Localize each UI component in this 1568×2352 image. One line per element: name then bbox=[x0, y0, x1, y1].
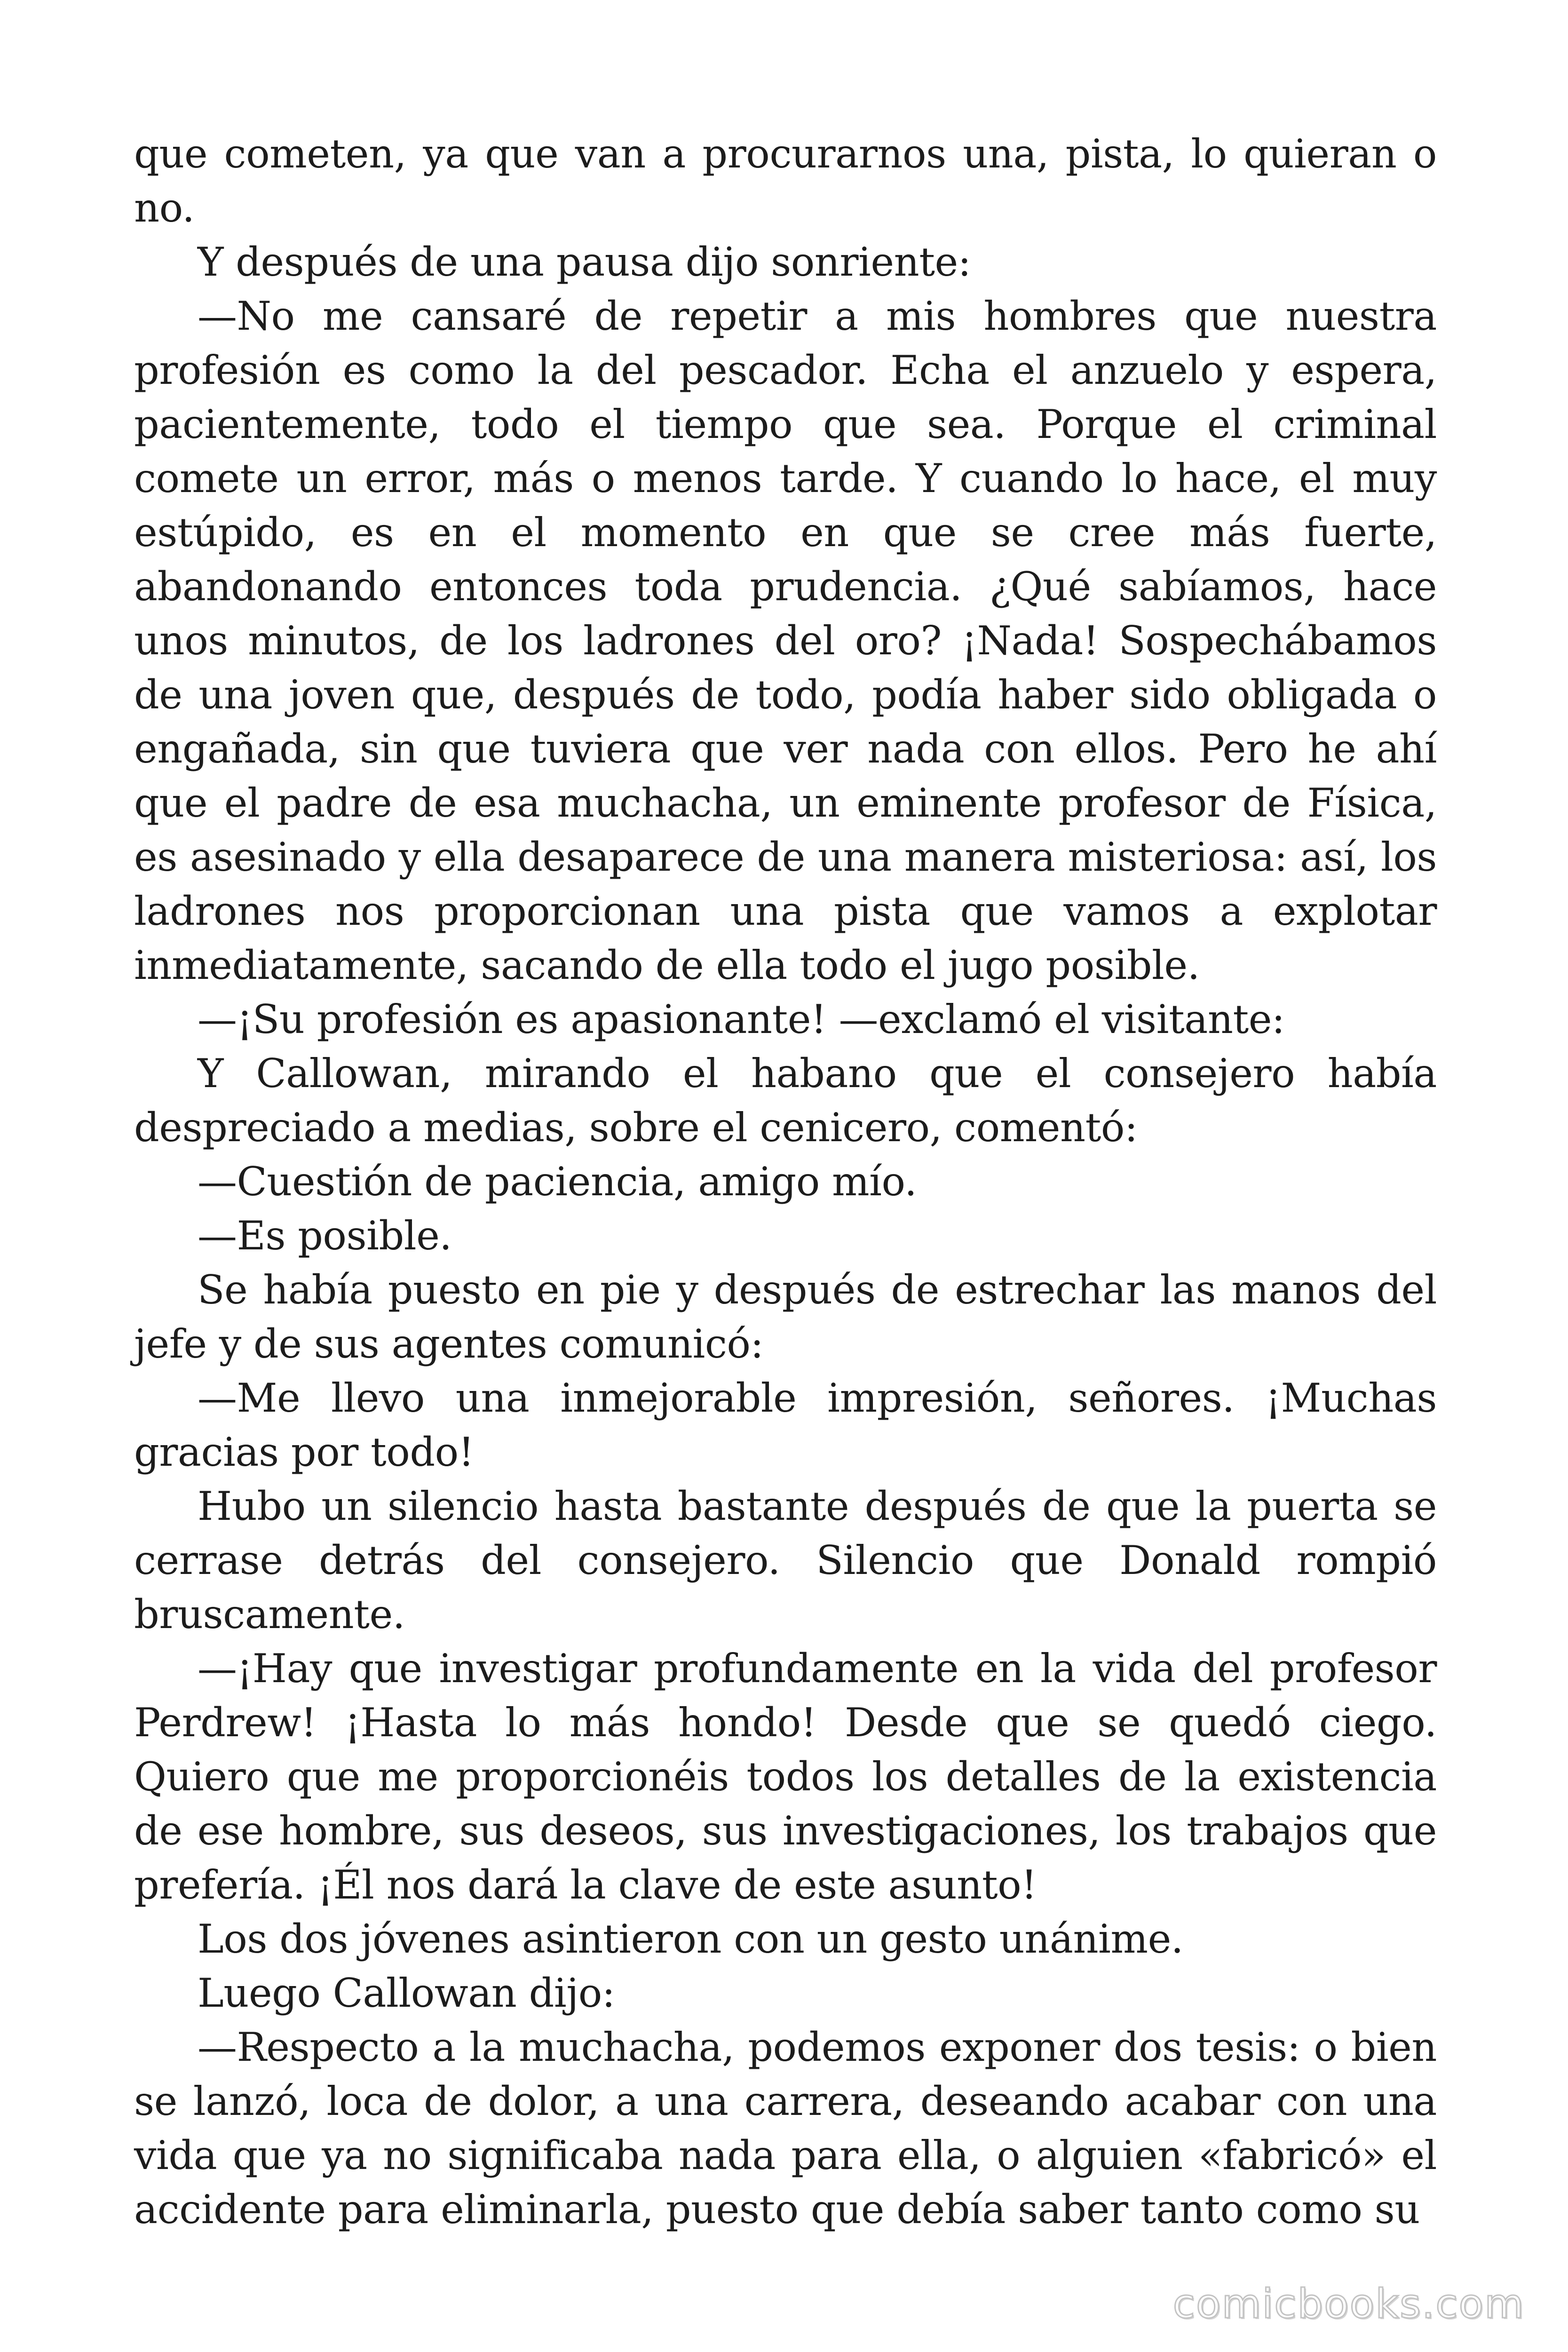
paragraph-2: Y después de una pausa dijo sonriente: bbox=[198, 239, 971, 285]
book-page-text bbox=[134, 127, 1437, 2237]
paragraph-8: Se había puesto en pie y después de estrechar las manos del jefe y de sus agentes comunicó: bbox=[134, 1267, 1437, 1367]
paragraph-11: —¡Hay que investigar profundamente en la vida del profesor Perdrew! ¡Hasta lo más hondo! Desde que se quedó ciego. Quiero que me proporcionéis todos los detalles de la existencia de ese hombre, sus deseos, sus investigaciones, los trabajos que prefería. ¡Él nos dará la clave de este asunto! bbox=[134, 1645, 1437, 1908]
paragraph-5: Y Callowan, mirando el habano que el consejero había despreciado a medias, sobre el cenicero, comentó: bbox=[134, 1050, 1437, 1151]
paragraph-4: —¡Su profesión es apasionante! —exclamó el visitante: bbox=[198, 996, 1285, 1042]
paragraph-6: —Cuestión de paciencia, amigo mío. bbox=[198, 1159, 917, 1205]
paragraph-10: Hubo un silencio hasta bastante después de que la puerta se cerrase detrás del consejero. Silencio que Donald rompió bruscamente. bbox=[134, 1483, 1437, 1637]
paragraph-13: Luego Callowan dijo: bbox=[198, 1970, 615, 2016]
paragraph-1: que cometen, ya que van a procurarnos una, pista, lo quieran o no. bbox=[134, 131, 1437, 231]
paragraph-7: —Es posible. bbox=[198, 1213, 452, 1259]
paragraph-14: —Respecto a la muchacha, podemos exponer dos tesis: o bien se lanzó, loca de dolor, a una carrera, deseando acabar con una vida que ya no significaba nada para ella, o alguien «fabricó» el accidente para eliminarla, puesto que debía saber tanto como su bbox=[134, 2024, 1437, 2233]
paragraph-9: —Me llevo una inmejorable impresión, señores. ¡Muchas gracias por todo! bbox=[134, 1375, 1437, 1475]
paragraph-12: Los dos jóvenes asintieron con un gesto unánime. bbox=[198, 1916, 1183, 1962]
paragraph-3: —No me cansaré de repetir a mis hombres que nuestra profesión es como la del pescador. Echa el anzuelo y espera, pacientemente, todo el tiempo que sea. Porque el criminal comete un error, más o menos tarde. Y cuando lo hace, el muy estúpido, es en el momento en que se cree más fuerte, abandonando entonces toda prudencia. ¿Qué sabíamos, hace unos minutos, de los ladrones del oro? ¡Nada! Sospechábamos de una joven que, después de todo, podía haber sido obligada o engañada, sin que tuviera que ver nada con ellos. Pero he ahí que el padre de esa muchacha, un eminente profesor de Física, es asesinado y ella desaparece de una manera misteriosa: así, los ladrones nos proporcionan una pista que vamos a explotar inmediatamente, sacando de ella todo el jugo posible. bbox=[134, 293, 1437, 988]
site-watermark: comicbooks.com bbox=[1172, 2280, 1525, 2328]
